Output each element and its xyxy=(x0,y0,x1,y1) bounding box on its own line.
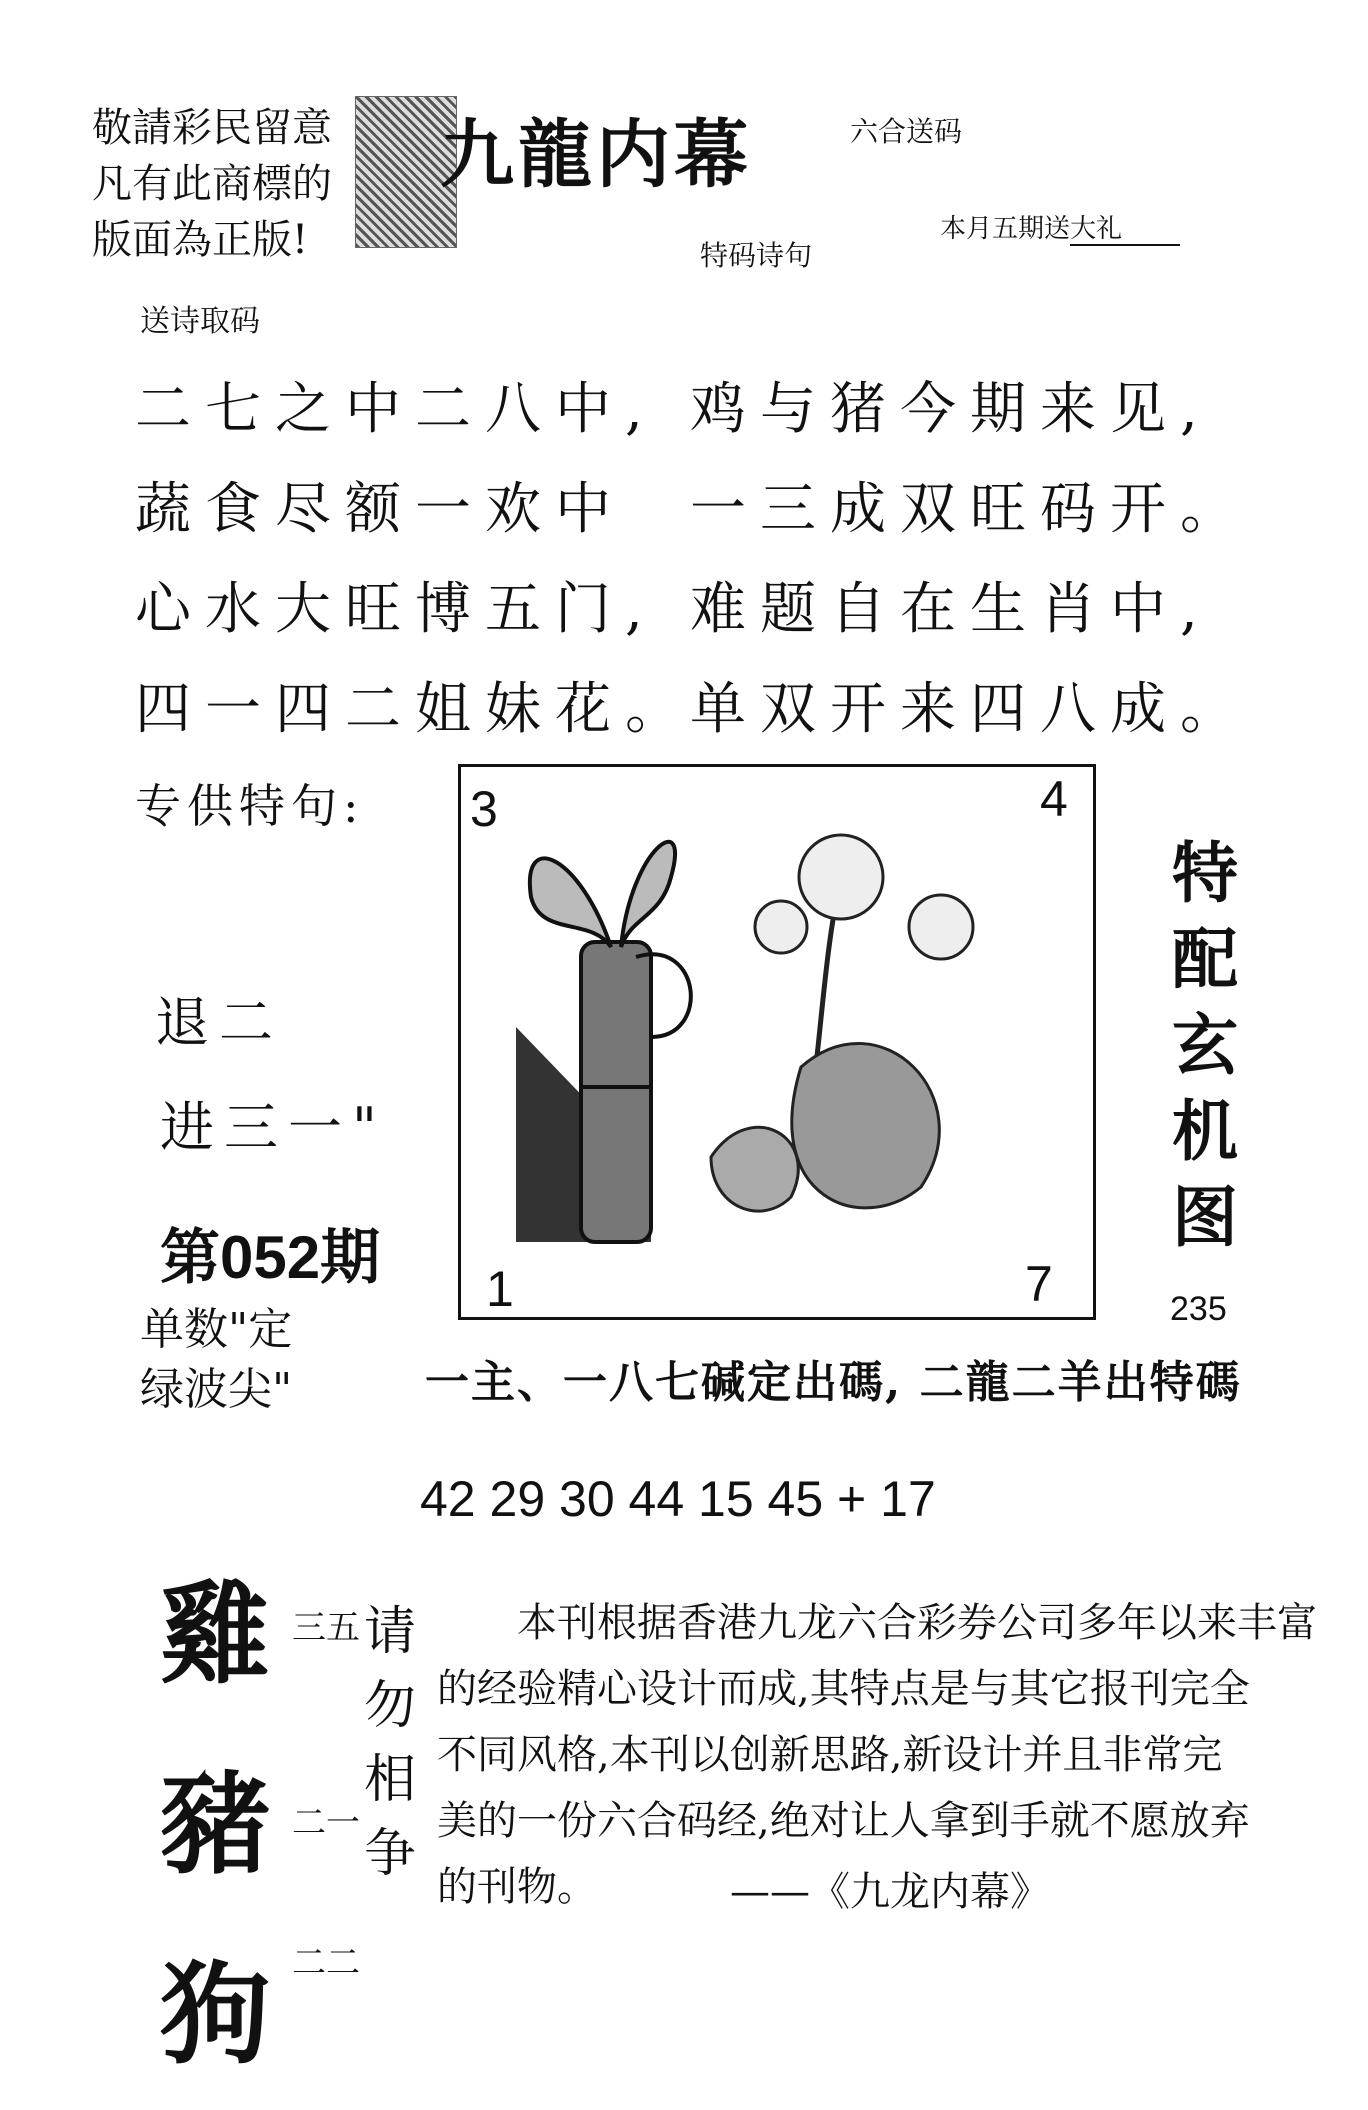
description-line: 不同风格,本刊以创新思路,新设计并且非常完 xyxy=(437,1732,1223,1778)
poem-line: 鸡与猪今期来见, xyxy=(690,377,1212,442)
odd-hint xyxy=(140,1300,292,1420)
poem-right xyxy=(690,360,1250,760)
corner-number: 1 xyxy=(486,1261,514,1317)
description-line: 的刊物。 xyxy=(437,1864,597,1910)
notice-line: 凡有此商標的 xyxy=(92,161,332,207)
leaf-icon xyxy=(621,842,675,947)
odd-line: 单数"定 xyxy=(140,1304,293,1355)
poem-line: 一三成双旺码开。 xyxy=(690,477,1250,542)
issue-number: 第052期 xyxy=(160,1224,381,1291)
flower-icon xyxy=(755,901,807,953)
warning-vertical xyxy=(360,1595,420,1891)
divider xyxy=(1070,244,1180,246)
notice-line: 版面為正版! xyxy=(92,217,309,263)
bamboo-vase-icon xyxy=(581,942,651,1242)
poem-line: 二七之中二八中, xyxy=(135,377,657,442)
retreat-text: 退二 xyxy=(155,991,283,1054)
title-subtitle: 六合送码 xyxy=(850,115,963,148)
corner-number: 4 xyxy=(1040,771,1068,827)
side-number: 二一 xyxy=(292,1803,360,1843)
poem-line: 单双开来四八成。 xyxy=(690,677,1250,742)
corner-number: 7 xyxy=(1025,1256,1053,1312)
send-label: 送诗取码 xyxy=(140,304,260,339)
plant-illustration xyxy=(461,767,1093,1317)
side-number: 二二 xyxy=(292,1943,360,1983)
warning-char: 相 xyxy=(363,1750,416,1810)
advance-text: 进三一" xyxy=(160,1096,387,1159)
animal-char: 豬 xyxy=(160,1760,270,1889)
leaf-icon xyxy=(792,1043,939,1207)
animal-list xyxy=(160,1540,290,2110)
animal-char: 狗 xyxy=(160,1950,270,2079)
illustration-frame xyxy=(458,764,1096,1320)
description-line: 的经验精心设计而成,其特点是与其它报刊完全 xyxy=(437,1666,1250,1712)
notice-line: 敬請彩民留意 xyxy=(92,105,332,151)
leaf-icon xyxy=(530,858,611,947)
vertical-title xyxy=(1165,830,1245,1260)
special-label: 专供特句: xyxy=(135,779,365,833)
poem-left xyxy=(135,360,695,760)
poem-line: 四一四二姐妹花。 xyxy=(135,677,695,742)
vertical-char: 机 xyxy=(1172,1092,1238,1170)
notice-text xyxy=(92,100,342,268)
side-number: 三五 xyxy=(292,1608,360,1648)
odd-line: 绿波尖" xyxy=(140,1364,293,1415)
page-title: 九龍内幕 xyxy=(440,112,752,198)
poem-line: 心水大旺博五门, xyxy=(135,577,657,642)
warning-char: 请 xyxy=(363,1602,416,1662)
vertical-char: 特 xyxy=(1172,834,1238,912)
warning-char: 争 xyxy=(363,1824,416,1884)
gift-notice: 本月五期送大礼 xyxy=(940,214,1123,244)
poem-line: 蔬食尽额一欢中 xyxy=(135,477,625,542)
leaf-icon xyxy=(711,1127,798,1211)
corner-number: 3 xyxy=(470,781,498,837)
description-line: 本刊根据香港九龙六合彩券公司多年以来丰富 xyxy=(517,1600,1317,1646)
flower-icon xyxy=(799,835,883,919)
vertical-char: 玄 xyxy=(1172,1006,1238,1084)
poem-line: 难题自在生肖中, xyxy=(690,577,1212,642)
poem-label: 特码诗句 xyxy=(700,239,813,272)
number-list: 42 29 30 44 15 45 + 17 xyxy=(420,1471,936,1527)
flower-icon xyxy=(909,895,973,959)
animal-char: 雞 xyxy=(160,1570,270,1699)
code-number: 235 xyxy=(1170,1290,1227,1328)
description-line: 美的一份六合码经,绝对让人拿到手就不愿放弃 xyxy=(437,1798,1250,1844)
warning-char: 勿 xyxy=(363,1676,416,1736)
vertical-char: 图 xyxy=(1172,1178,1238,1256)
vertical-char: 配 xyxy=(1172,920,1238,998)
signature: ——《九龙内幕》 xyxy=(730,1869,1050,1915)
hint-text: 一主、一八七碱定出碼, 二龍二羊出特碼 xyxy=(425,1357,1242,1408)
